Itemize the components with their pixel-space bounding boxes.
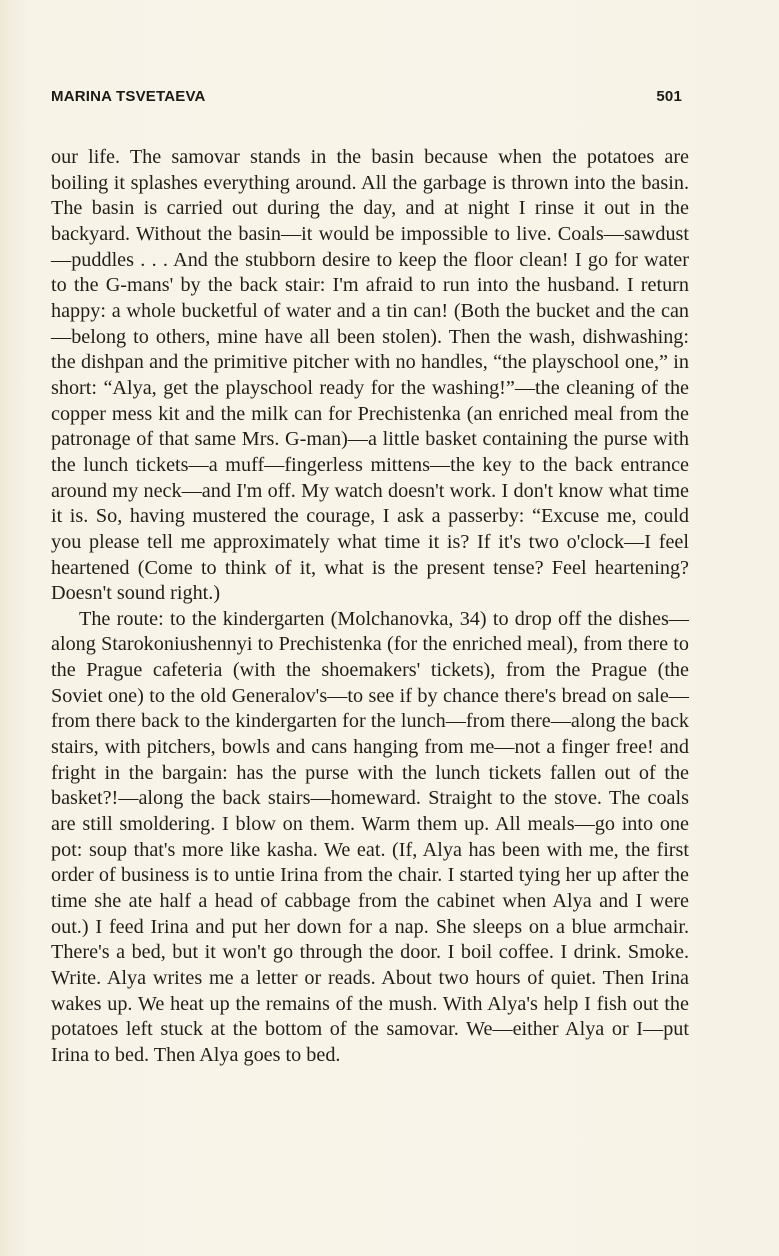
paragraph: The route: to the kindergarten (Molchanovka, 34) to drop off the dishes—along Starokoniushennyi to Prechistenka (for the enriched meal), from there to the Prague cafeteria (with the shoemakers' tickets), from the Prague (the Soviet one) to the old Generalov's—to see if by chance there's bread on sale—from there back to the kindergarten for the lunch—from there—along the back stairs, with pitchers, bowls and cans hanging from me—not a finger free! and fright in the bargain: has the purse with the lunch tickets fallen out of the basket?!—along the back stairs—homeward. Straight to the stove. The coals are still smoldering. I blow on them. Warm them up. All meals—go into one pot: soup that's more like kasha. We eat. (If, Alya has been with me, the first order of business is to untie Irina from the chair. I started tying her up after the time she ate half a head of cabbage from the cabinet when Alya and I were out.) I feed Irina and put her down for a nap. She sleeps on a blue armchair. There's a bed, but it won't go through the door. I boil coffee. I drink. Smoke. Write. Alya writes me a letter or reads. About two hours of quiet. Then Irina wakes up. We heat up the remains of the mush. With Alya's help I fish out the potatoes left stuck at the bottom of the samovar. We—either Alya or I—put Irina to bed. Then Alya goes to bed. (51, 607, 689, 1066)
page-number: 501 (656, 88, 682, 105)
running-head (51, 88, 682, 110)
body-text (51, 145, 689, 1069)
running-head-author: MARINA TSVETAEVA (51, 88, 206, 105)
paragraph: our life. The samovar stands in the basin because when the potatoes are boiling it splashes everything around. All the garbage is thrown into the basin. The basin is carried out during the day, and at night I rinse it out in the backyard. Without the basin—it would be impossible to live. Coals—sawdust—puddles . . . And the stubborn desire to keep the floor clean! I go for water to the G-mans' by the back stair: I'm afraid to run into the husband. I return happy: a whole bucketful of water and a tin can! (Both the bucket and the can—belong to others, mine have all been stolen). Then the wash, dishwashing: the dishpan and the primitive pitcher with no handles, “the playschool one,” in short: “Alya, get the playschool ready for the washing!”—the cleaning of the copper mess kit and the milk can for Prechistenka (an enriched meal from the patronage of that same Mrs. G-man)—a little basket containing the purse with the lunch tickets—a muff—fingerless mittens—the key to the back entrance around my neck—and I'm off. My watch doesn't work. I don't know what time it is. So, having mustered the courage, I ask a passerby: “Excuse me, could you please tell me approximately what time it is? If it's two o'clock—I feel heartened (Come to think of it, what is the present tense? Feel heartening? Doesn't sound right.) (51, 146, 689, 605)
